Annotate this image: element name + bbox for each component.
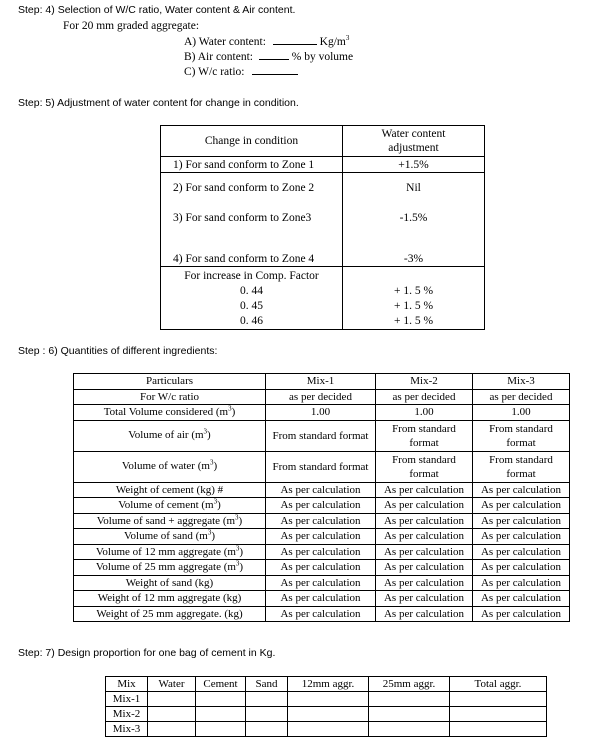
- table-row: [106, 707, 547, 722]
- zone3-condition: 3) For sand conform to Zone3: [161, 203, 343, 233]
- mix-2-value: From standard format: [376, 420, 473, 451]
- mix-1-value: As per calculation: [266, 544, 376, 560]
- table-row: [106, 692, 547, 707]
- mix-2-value: As per calculation: [376, 575, 473, 591]
- empty-cell: [450, 692, 547, 707]
- header-mix-1: Mix-1: [266, 374, 376, 390]
- mix-3-value: From standard format: [473, 420, 570, 451]
- table-row: [106, 722, 547, 737]
- empty-cell: [288, 707, 369, 722]
- particular-label: Weight of 12 mm aggregate (kg): [74, 591, 266, 607]
- mix-1-value: As per calculation: [266, 482, 376, 498]
- mix-1-value: As per calculation: [266, 498, 376, 514]
- wc-ratio-label: C) W/c ratio:: [184, 66, 245, 78]
- comp-factor-cell: [161, 267, 343, 330]
- comp-factor-value-1: 0. 44: [240, 285, 263, 297]
- step4-subheading: For 20 mm graded aggregate:: [63, 20, 200, 32]
- empty-cell: [246, 722, 288, 737]
- mix-3-value: As per calculation: [473, 513, 570, 529]
- mix-3-value: As per calculation: [473, 591, 570, 607]
- particular-label: Volume of air $(m^3)$: [74, 420, 266, 451]
- mix-3-value: As per calculation: [473, 606, 570, 622]
- mix-1-value: As per calculation: [266, 513, 376, 529]
- air-content-blank: [259, 59, 289, 60]
- air-content-unit: % by volume: [291, 51, 354, 63]
- mix-2-value: As per calculation: [376, 560, 473, 576]
- mix-2-value: As per calculation: [376, 591, 473, 607]
- col-water-adjustment-line2: adjustment: [388, 142, 439, 154]
- empty-cell: [288, 692, 369, 707]
- air-content-label: B) Air content:: [184, 51, 253, 63]
- water-content-label: A) Water content:: [184, 36, 266, 48]
- header-12mm-aggr: 12mm aggr.: [288, 677, 369, 692]
- empty-cell: [288, 722, 369, 737]
- header-mix: Mix: [106, 677, 148, 692]
- wc-ratio-blank: [252, 74, 298, 75]
- empty-cell: [246, 707, 288, 722]
- comp-factor-value-3: 0. 46: [240, 315, 263, 327]
- header-water: Water: [148, 677, 196, 692]
- comp-factor-adj-3: + 1. 5 %: [393, 315, 434, 327]
- wc-ratio-line: [184, 66, 298, 78]
- empty-cell: [196, 692, 246, 707]
- step5-heading: Step: 5) Adjustment of water content for change in condition.: [18, 97, 299, 109]
- mix-label: Mix-2: [106, 707, 148, 722]
- empty-cell: [148, 722, 196, 737]
- particular-label: Volume of water $(m^3)$: [74, 451, 266, 482]
- empty-cell: [450, 722, 547, 737]
- empty-cell: [450, 707, 547, 722]
- particular-label: Volume of sand + aggregate $(m^3)$: [74, 513, 266, 529]
- table-row: [74, 575, 570, 591]
- header-mix-2: Mix-2: [376, 374, 473, 390]
- empty-cell: [148, 707, 196, 722]
- mix-2-value: From standard format: [376, 451, 473, 482]
- col-water-adjustment: [343, 126, 485, 157]
- mix-3-value: As per calculation: [473, 544, 570, 560]
- table-row: [74, 513, 570, 529]
- particular-label: Volume of sand $(m^3)$: [74, 529, 266, 545]
- zone2-condition: 2) For sand conform to Zone 2: [161, 173, 343, 203]
- empty-cell: [196, 722, 246, 737]
- mix-label: Mix-3: [106, 722, 148, 737]
- table-row: [74, 591, 570, 607]
- empty-cell: [369, 692, 450, 707]
- table-row: [74, 482, 570, 498]
- header-cement: Cement: [196, 677, 246, 692]
- zone4-adjustment: -3%: [343, 233, 485, 267]
- table-row: [74, 606, 570, 622]
- table-row: [74, 420, 570, 451]
- mix-3-value: As per calculation: [473, 529, 570, 545]
- empty-cell: [148, 692, 196, 707]
- header-25mm-aggr: 25mm aggr.: [369, 677, 450, 692]
- mix-2-value: As per calculation: [376, 529, 473, 545]
- mix-2-value: As per calculation: [376, 544, 473, 560]
- step6-heading: Step : 6) Quantities of different ingredients:: [18, 345, 218, 357]
- mix-2-value: as per decided: [376, 389, 473, 405]
- mix-1-value: As per calculation: [266, 529, 376, 545]
- particular-label: Volume of 25 mm aggregate $(m^3)$: [74, 560, 266, 576]
- mix-1-value: From standard format: [266, 420, 376, 451]
- table-row: [74, 451, 570, 482]
- particular-label: Weight of sand (kg): [74, 575, 266, 591]
- particular-label: Total Volume considered $(m^3)$: [74, 405, 266, 421]
- mix-3-value: As per calculation: [473, 575, 570, 591]
- mix-3-value: as per decided: [473, 389, 570, 405]
- water-adjustment-table: [160, 125, 485, 330]
- zone2-adjustment: Nil: [343, 173, 485, 203]
- header-particulars: Particulars: [74, 374, 266, 390]
- particular-label: Weight of cement (kg) #: [74, 482, 266, 498]
- col-change-in-condition: Change in condition: [161, 126, 343, 157]
- mix-1-value: As per calculation: [266, 575, 376, 591]
- table-row: [74, 405, 570, 421]
- zone4-condition: 4) For sand conform to Zone 4: [161, 233, 343, 267]
- water-content-blank: [273, 44, 317, 45]
- design-proportion-table: [105, 676, 547, 737]
- table-row: [74, 544, 570, 560]
- comp-factor-label: For increase in Comp. Factor: [184, 270, 319, 282]
- particular-label: Volume of cement $(m^3)$: [74, 498, 266, 514]
- comp-factor-adj-1: + 1. 5 %: [393, 285, 434, 297]
- mix-1-value: As per calculation: [266, 591, 376, 607]
- mix-1-value: 1.00: [266, 405, 376, 421]
- table-row: [74, 560, 570, 576]
- water-content-unit: $Kg/m^3$: [319, 34, 350, 48]
- empty-cell: [369, 722, 450, 737]
- mix-3-value: As per calculation: [473, 498, 570, 514]
- mix-2-value: As per calculation: [376, 513, 473, 529]
- mix-2-value: As per calculation: [376, 482, 473, 498]
- step7-heading: Step: 7) Design proportion for one bag of cement in Kg.: [18, 647, 276, 659]
- table-row: [74, 529, 570, 545]
- header-total-aggr: Total aggr.: [450, 677, 547, 692]
- mix-3-value: From standard format: [473, 451, 570, 482]
- table-row: [74, 498, 570, 514]
- mix-2-value: 1.00: [376, 405, 473, 421]
- col-water-adjustment-line1: Water content: [381, 128, 446, 140]
- table-row: [74, 389, 570, 405]
- air-content-line: [184, 51, 353, 63]
- mix-1-value: as per decided: [266, 389, 376, 405]
- zone1-condition: 1) For sand conform to Zone 1: [161, 157, 343, 173]
- ingredients-table: [73, 373, 570, 622]
- comp-factor-adj-2: + 1. 5 %: [393, 300, 434, 312]
- zone1-adjustment: +1.5%: [343, 157, 485, 173]
- mix-1-value: From standard format: [266, 451, 376, 482]
- mix-label: Mix-1: [106, 692, 148, 707]
- mix-2-value: As per calculation: [376, 498, 473, 514]
- mix-3-value: As per calculation: [473, 560, 570, 576]
- particular-label: For W/c ratio: [74, 389, 266, 405]
- mix-3-value: As per calculation: [473, 482, 570, 498]
- header-sand: Sand: [246, 677, 288, 692]
- mix-3-value: 1.00: [473, 405, 570, 421]
- mix-1-value: As per calculation: [266, 606, 376, 622]
- comp-factor-adjustments: [343, 267, 485, 330]
- mix-1-value: As per calculation: [266, 560, 376, 576]
- mix-2-value: As per calculation: [376, 606, 473, 622]
- empty-cell: [246, 692, 288, 707]
- comp-factor-value-2: 0. 45: [240, 300, 263, 312]
- zone3-adjustment: -1.5%: [343, 203, 485, 233]
- empty-cell: [369, 707, 450, 722]
- water-content-line: [184, 36, 349, 48]
- particular-label: Weight of 25 mm aggregate. (kg): [74, 606, 266, 622]
- header-mix-3: Mix-3: [473, 374, 570, 390]
- particular-label: Volume of 12 mm aggregate $(m^3)$: [74, 544, 266, 560]
- step4-heading: Step: 4) Selection of W/C ratio, Water content & Air content.: [18, 4, 296, 16]
- empty-cell: [196, 707, 246, 722]
